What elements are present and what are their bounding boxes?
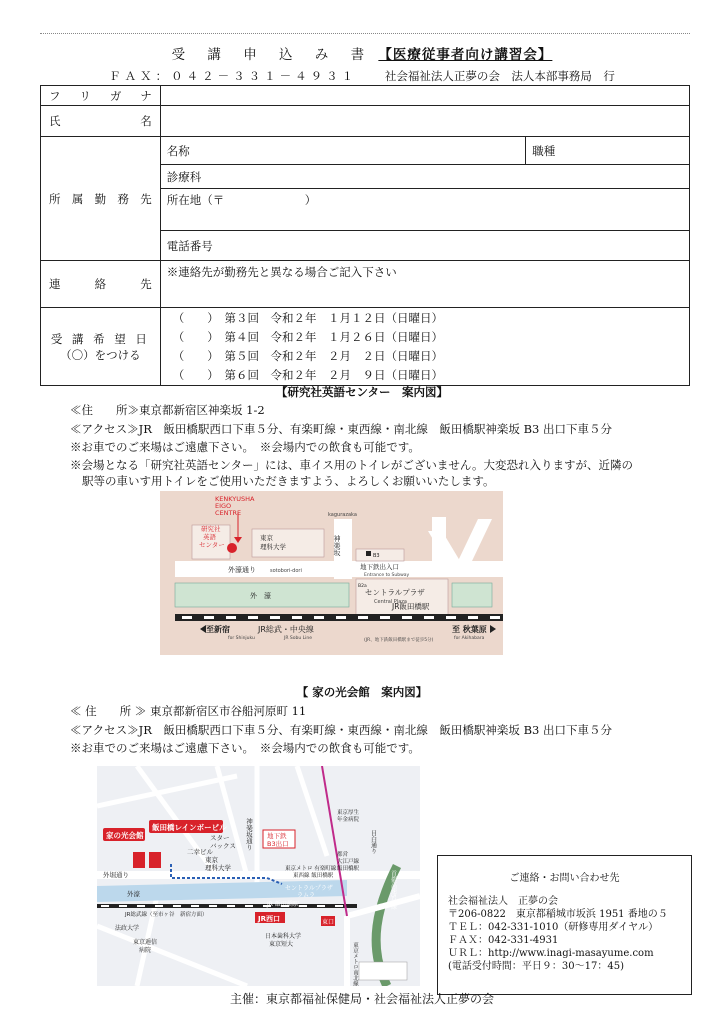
venue1-heading: 【研究社英語センター 案内図】 [275,385,449,399]
map-label: CENTRE [215,509,242,517]
map-label: バックス [210,842,236,850]
map-label: ラムラ [297,892,315,899]
map-label: JR Sobu Line [284,636,313,641]
map-label: スター [210,834,230,842]
venue-marker-icon [227,543,237,553]
venue1-note1: ※お車でのご来場はご遠慮下さい。 ※会場内での飲食も可能です。 [70,440,420,454]
map-label: 東京メトロ南北線 [352,942,358,986]
application-form [40,85,690,386]
map-label: 家の光会館 [106,831,144,840]
map-label: B3出口 [267,840,289,848]
top-dotted-line [40,33,690,34]
contact-address: 〒206-0822 東京都稲城市坂浜 1951 番地の５ [448,909,668,920]
map-label: 飯田橋レインボービル [152,823,227,832]
venue2-heading: 【 家の光会館 案内図】 [296,685,428,699]
map-label: 法政大学 [115,925,140,932]
map-label: 東口 [322,919,335,926]
map-label: 外濠通り [228,566,256,574]
map-label: 飯田橋駅 [337,866,360,872]
attend-label-line1: 受 講 希 望 日 [50,331,150,346]
map-label: 地下鉄 [267,832,287,840]
map-label: JR総武線（至市ヶ谷 新宿方面） [125,912,208,918]
contact-org: 社会福祉法人 正夢の会 [448,896,558,907]
venue1-note2b: 駅等の車いす用トイレをご使用いただきますよう、よろしくお願いいたします。 [82,474,495,488]
map-label: 至 秋葉原 [452,625,487,634]
map-label: センター [199,541,225,549]
map-label: EIGO [215,502,232,510]
contact-fax: ＦＡＸ：042-331-4931 [448,935,559,946]
map-label: 外堀通り [103,871,129,879]
workplace-label: 所 属 勤 務 先 [41,137,161,261]
furigana-label: フ リ ガ ナ [41,86,161,106]
map-label: 二幸ビル [187,848,213,856]
venue1-address: ≪住 所≫東京都新宿区神楽坂 1-2 [70,403,265,417]
map-label: 東京メトロ 有楽町線 [285,866,337,872]
map-label: JR総武・中央線 [258,625,314,634]
map-label: 外 濠 [250,592,271,600]
contact-url[interactable]: ＵＲＬ：http://www.inagi-masayume.com [448,948,654,959]
map-label: セントラルプラザ [365,588,425,597]
map-label: for Shinjuku [228,636,255,641]
map-label: 地下鉄出入口 [360,563,399,571]
session-option[interactable]: （ ） 第６回 令和２年 ２月 ９日（日曜日） [172,367,444,382]
map-label: 外濠 [127,890,140,898]
session-option[interactable]: （ ） 第５回 令和２年 ２月 ２日（日曜日） [172,348,444,363]
map-label: 研究社 [201,525,221,533]
title-main: 受 講 申 込 み 書 [171,47,374,63]
contact-box [437,855,692,995]
map-label: (JR、地下鉄飯田橋駅まで徒歩5分) [364,638,434,643]
map-label: 理科大学 [205,864,231,872]
map-label: 都営 [337,852,349,858]
map-label: JR飯田橋駅 [392,602,430,611]
name-label: 氏 名 [41,106,161,137]
map-label: 東京 [260,534,273,542]
contact-tel: ＴＥＬ：042-331-1010（研修専用ダイヤル） [448,922,659,933]
recipient: 社会福祉法人正夢の会 法人本部事務局 行 [384,69,615,83]
contact-hours: (電話受付時間：平日９：30～17：45) [448,961,624,972]
map-label: 東京 [205,856,218,864]
map-label: sotobori-dori [270,568,302,574]
venue2-map-svg [97,766,420,986]
map-label: JR西口 [258,915,280,923]
venue1-map-svg [160,491,503,655]
page-title [0,43,724,63]
venue2-address: ≪ 住 所 ≫ 東京都新宿区市谷船河原町 11 [70,704,307,718]
map-label: セントラルプラザ [285,885,333,892]
name-field[interactable] [160,106,689,137]
fax-number: ＦＡＸ：０４２－３３１－４９３１ [109,69,358,83]
map-label: 病院 [139,947,152,954]
map-label: 至新宿 [206,625,230,634]
address-field[interactable]: 所在地（〒 ） [160,189,689,231]
session-option[interactable]: （ ） 第４回 令和２年 １月２６日（日曜日） [172,329,444,344]
map-label: 理科大学 [260,543,286,551]
map-label: B2a [358,584,367,589]
venue1-note2a: ※会場となる「研究社英語センター」には、車イス用のトイレがございません。大変恐れ入りますが、近隣の [70,458,634,472]
phone-field[interactable]: 電話番号 [160,231,689,261]
venue2-access: ≪アクセス≫JR 飯田橋駅西口下車５分、有楽町線・東西線・南北線 飯田橋駅神楽坂 B3 出口下車５分 [70,723,612,737]
venue-building-icon [149,852,161,868]
venue2-note1: ※お車でのご来場はご遠慮下さい。 ※会場内での飲食も可能です。 [70,741,420,755]
furigana-field[interactable] [160,86,689,106]
venue1-map [160,491,503,655]
map-label: 大江戸線 [337,859,360,865]
attend-label-line2: （〇）をつける [60,347,141,362]
map-label: kagurazaka [328,512,357,518]
map-label: 東京短大 [269,941,294,948]
map-label: 神楽坂通り [245,818,253,851]
map-label: 日本歯科大学 [265,933,302,940]
department-field[interactable]: 診療科 [160,165,689,189]
job-type-field[interactable]: 職種 [526,137,690,165]
session-options [160,308,689,386]
venue2-map [97,766,420,986]
map-label: 東京逓信 [133,939,158,946]
title-sub: 【医療従事者向け講習会】 [378,47,553,63]
footer-organizer: 主催：東京都福祉保健局・社会福祉法人正夢の会 [229,992,494,1006]
map-label: 年金病院 [337,817,360,823]
contact-field[interactable]: ※連絡先が勤務先と異なる場合ご記入下さい [160,261,689,308]
contact-title: ご連絡・お問い合わせ先 [509,873,620,884]
map-label: 東西線 飯田橋駅 [293,873,334,879]
session-option[interactable]: （ ） 第３回 令和２年 １月１２日（日曜日） [172,310,444,325]
map-label: JR 飯田橋駅 [267,901,299,908]
map-label: Entrance to Subway [364,573,410,578]
fax-line [0,68,724,84]
venue-building-icon [133,852,145,868]
map-label: 目白通り [369,830,377,854]
map-label: 東京厚生 [337,810,360,816]
map-label: 英語 [203,533,216,541]
contact-label: 連 絡 先 [41,261,161,308]
map-label: Central Plaza [374,599,407,605]
venue1-access: ≪アクセス≫JR 飯田橋駅西口下車５分、有楽町線・東西線・南北線 飯田橋駅神楽坂 B3 出口下車５分 [70,422,612,436]
workplace-name-field[interactable]: 名称 [160,137,525,165]
attend-label [41,308,161,386]
map-label: for Akihabara [454,636,485,641]
map-label: 首都高速5号線 [389,870,397,910]
map-label: B3 [373,553,380,559]
map-label: KENKYUSHA [215,495,255,503]
map-label: 神楽坂 [333,535,341,556]
